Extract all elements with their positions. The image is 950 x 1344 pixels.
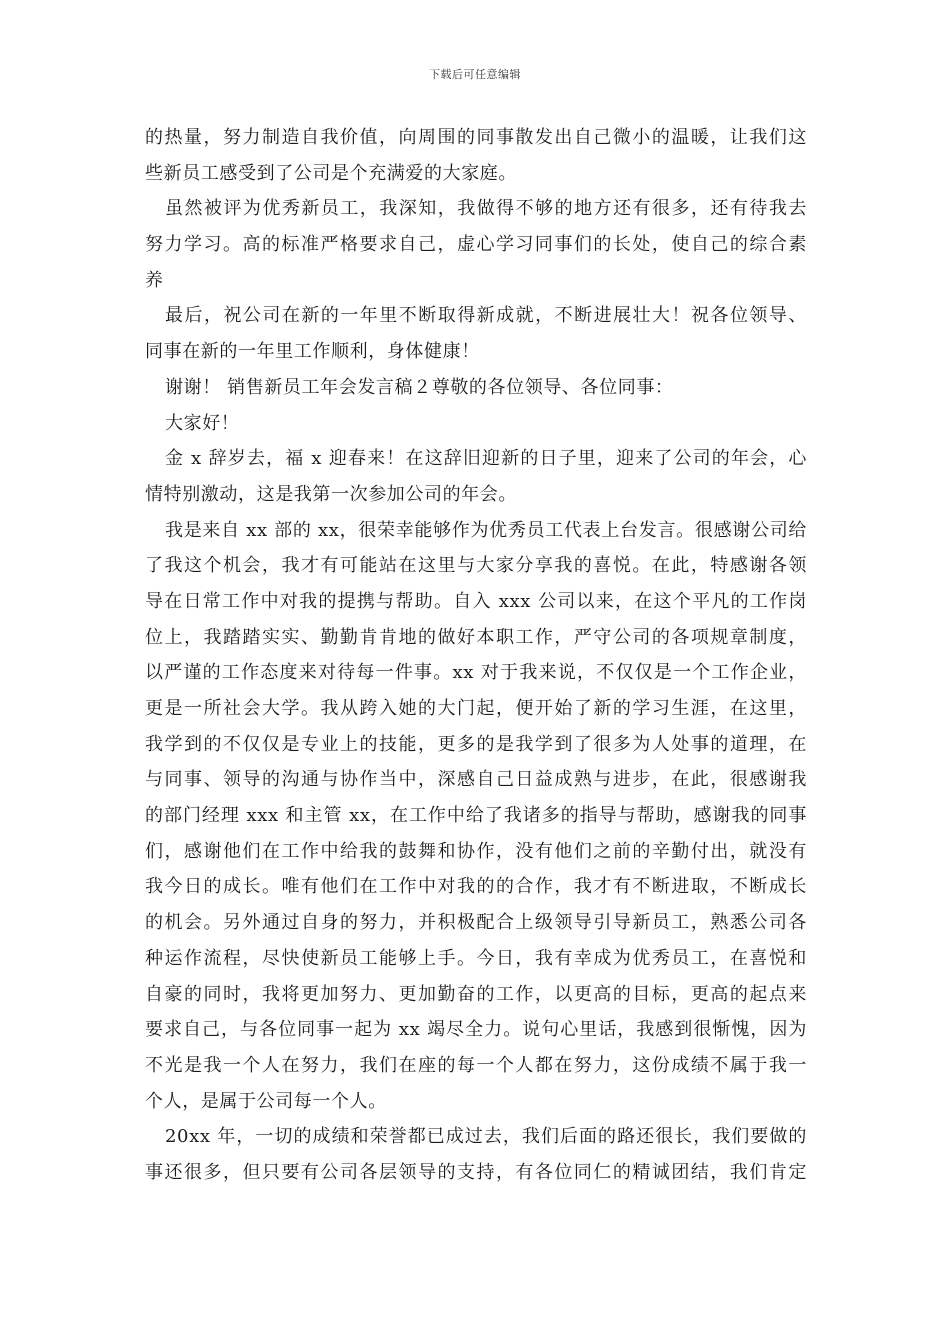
text-line: 20xx 年，一切的成绩和荣誉都已成过去，我们后面的路还很长，我们要做的 xyxy=(165,1126,807,1148)
text-line: 自豪的同时，我将更加努力、更加勤奋的工作，以更高的目标，更高的起点来 xyxy=(145,983,807,1005)
text-line: 些新员工感受到了公司是个充满爱的大家庭。 xyxy=(145,162,517,184)
text-line: 大家好！ xyxy=(165,412,240,434)
text-line: 要求自己，与各位同事一起为 xx 竭尽全力。说句心里话，我感到很惭愧，因为 xyxy=(145,1019,807,1041)
text-line: 事还很多，但只要有公司各层领导的支持，有各位同仁的精诚团结，我们肯定 xyxy=(145,1161,807,1183)
page-header: 下载后可任意编辑 xyxy=(429,68,521,81)
text-line: 金 x 辞岁去，福 x 迎春来！在这辞旧迎新的日子里，迎来了公司的年会，心 xyxy=(165,448,807,470)
text-line: 努力学习。高的标准严格要求自己，虚心学习同事们的长处，使自己的综合素 xyxy=(145,234,807,256)
text-line: 个人，是属于公司每一个人。 xyxy=(145,1090,387,1112)
text-line: 我今日的成长。唯有他们在工作中对我的的合作，我才有不断进取，不断成长 xyxy=(145,876,807,898)
text-line: 我是来自 xx 部的 xx，很荣幸能够作为优秀员工代表上台发言。很感谢公司给 xyxy=(165,519,807,541)
text-line: 位上，我踏踏实实、勤勤肯肯地的做好本职工作，严守公司的各项规章制度， xyxy=(145,626,807,648)
text-line: 同事在新的一年里工作顺利，身体健康！ xyxy=(145,341,480,363)
text-line: 们，感谢他们在工作中给我的鼓舞和协作，没有他们之前的辛勤付出，就没有 xyxy=(145,840,807,862)
text-line: 导在日常工作中对我的提携与帮助。自入 xxx 公司以来，在这个平凡的工作岗 xyxy=(145,590,807,612)
text-line: 虽然被评为优秀新员工，我深知，我做得不够的地方还有很多，还有待我去 xyxy=(165,198,807,220)
text-line: 了我这个机会，我才有可能站在这里与大家分享我的喜悦。在此，特感谢各领 xyxy=(145,555,807,577)
text-line: 不光是我一个人在努力，我们在座的每一个人都在努力，这份成绩不属于我一 xyxy=(145,1054,807,1076)
text-line: 最后，祝公司在新的一年里不断取得新成就，不断进展壮大！祝各位领导、 xyxy=(165,305,807,327)
text-line: 种运作流程，尽快使新员工能够上手。今日，我有幸成为优秀员工，在喜悦和 xyxy=(145,947,807,969)
text-line: 的热量，努力制造自我价值，向周围的同事散发出自己微小的温暖，让我们这 xyxy=(145,127,807,148)
text-line: 更是一所社会大学。我从跨入她的大门起，便开始了新的学习生涯，在这里， xyxy=(145,698,807,719)
text-line: 的部门经理 xxx 和主管 xx，在工作中给了我诸多的指导与帮助，感谢我的同事 xyxy=(145,805,807,827)
text-line: 以严谨的工作态度来对待每一件事。xx 对于我来说，不仅仅是一个工作企业， xyxy=(145,662,807,684)
text-line: 的机会。另外通过自身的努力，并积极配合上级领导引导新员工，熟悉公司各 xyxy=(145,912,807,934)
text-line: 我学到的不仅仅是专业上的技能，更多的是我学到了很多为人处事的道理，在 xyxy=(145,733,807,755)
text-line: 情特别激动，这是我第一次参加公司的年会。 xyxy=(145,483,517,505)
text-line: 养 xyxy=(145,269,164,291)
text-line: 与同事、领导的沟通与协作当中，深感自己日益成熟与进步，在此，很感谢我 xyxy=(145,769,807,791)
text-line: 谢谢！ 销售新员工年会发言稿２尊敬的各位领导、各位同事： xyxy=(165,376,674,398)
document-body xyxy=(145,120,807,1191)
